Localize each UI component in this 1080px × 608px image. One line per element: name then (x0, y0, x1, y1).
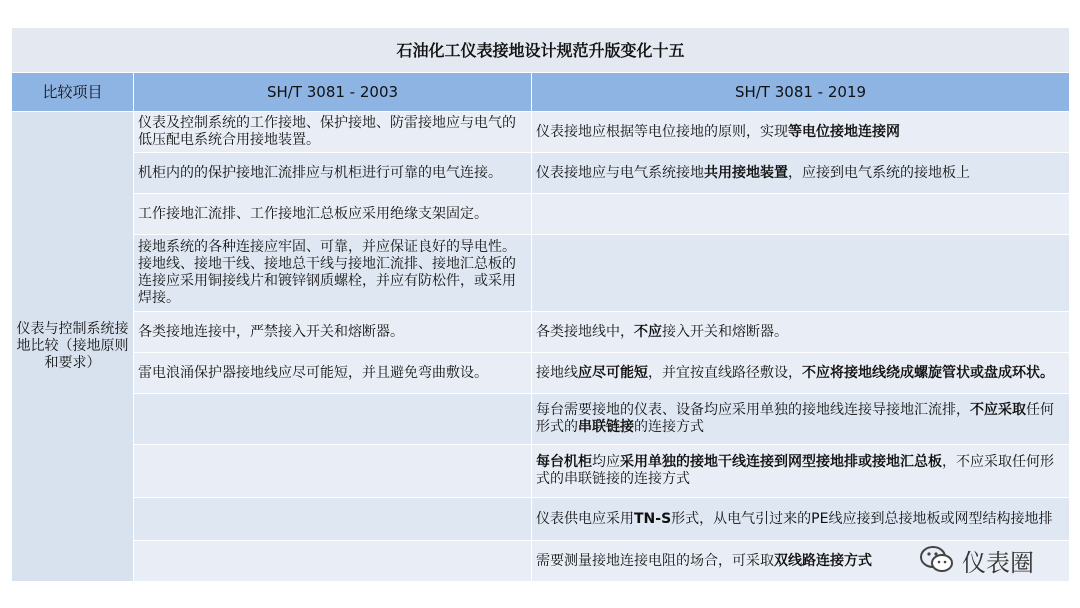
new-rule-cell: 仪表供电应采用TN-S形式，从电气引过来的PE线应接到总接地板或网型结构接地排 (532, 498, 1070, 541)
table-row (12, 235, 1070, 312)
new-rule-cell: 接地线应尽可能短，并宜按直线路径敷设，不应将接地线绕成螺旋管状或盘成环状。 (532, 353, 1070, 394)
header-2019: SH/T 3081 - 2019 (532, 73, 1070, 112)
header-compare-item: 比较项目 (12, 73, 134, 112)
new-rule-cell: 各类接地线中，不应接入开关和熔断器。 (532, 312, 1070, 353)
table-row (12, 153, 1070, 194)
old-rule-cell: 雷电浪涌保护器接地线应尽可能短，并且避免弯曲敷设。 (134, 353, 532, 394)
table-title: 石油化工仪表接地设计规范升版变化十五 (12, 28, 1070, 73)
table-row (12, 445, 1070, 498)
old-rule-cell: 接地系统的各种连接应牢固、可靠，并应保证良好的导电性。接地线、接地干线、接地总干线与接地汇流排、接地汇总板的连接应采用铜接线片和镀锌钢质螺栓，并应有防松件，或采用焊接。 (134, 235, 532, 312)
table-row (12, 112, 1070, 153)
table-row (12, 498, 1070, 541)
new-rule-cell: 仪表接地应根据等电位接地的原则，实现等电位接地连接网 (532, 112, 1070, 153)
comparison-table-container (11, 27, 1069, 582)
old-rule-cell: 机柜内的的保护接地汇流排应与机柜进行可靠的电气连接。 (134, 153, 532, 194)
new-rule-cell: 需要测量接地连接电阻的场合，可采取双线路连接方式 (532, 541, 1070, 582)
header-2003: SH/T 3081 - 2003 (134, 73, 532, 112)
old-rule-cell: 各类接地连接中，严禁接入开关和熔断器。 (134, 312, 532, 353)
table-row (12, 194, 1070, 235)
new-rule-cell: 仪表接地应与电气系统接地共用接地装置，应接到电气系统的接地板上 (532, 153, 1070, 194)
table-row (12, 312, 1070, 353)
wechat-icon (918, 544, 956, 576)
old-rule-cell: 仪表及控制系统的工作接地、保护接地、防雷接地应与电气的低压配电系统合用接地装置。 (134, 112, 532, 153)
new-rule-cell: 每台需要接地的仪表、设备均应采用单独的接地线连接导接地汇流排，不应采取任何形式的串联链接的连接方式 (532, 394, 1070, 445)
new-rule-cell: 每台机柜均应采用单独的接地干线连接到网型接地排或接地汇总板，不应采取任何形式的串联链接的连接方式 (532, 445, 1070, 498)
new-rule-cell (532, 194, 1070, 235)
table-title-row (12, 28, 1070, 73)
category-cell: 仪表与控制系统接地比较（接地原则和要求） (12, 112, 134, 582)
table-row (12, 394, 1070, 445)
old-rule-cell (134, 445, 532, 498)
watermark-text: 仪表圈 (962, 548, 1034, 577)
new-rule-cell (532, 235, 1070, 312)
watermark (918, 540, 1048, 580)
table-row (12, 353, 1070, 394)
old-rule-cell: 工作接地汇流排、工作接地汇总板应采用绝缘支架固定。 (134, 194, 532, 235)
comparison-table (11, 27, 1070, 582)
old-rule-cell (134, 498, 532, 541)
old-rule-cell (134, 541, 532, 582)
table-header-row (12, 73, 1070, 112)
table-row (12, 541, 1070, 582)
old-rule-cell (134, 394, 532, 445)
